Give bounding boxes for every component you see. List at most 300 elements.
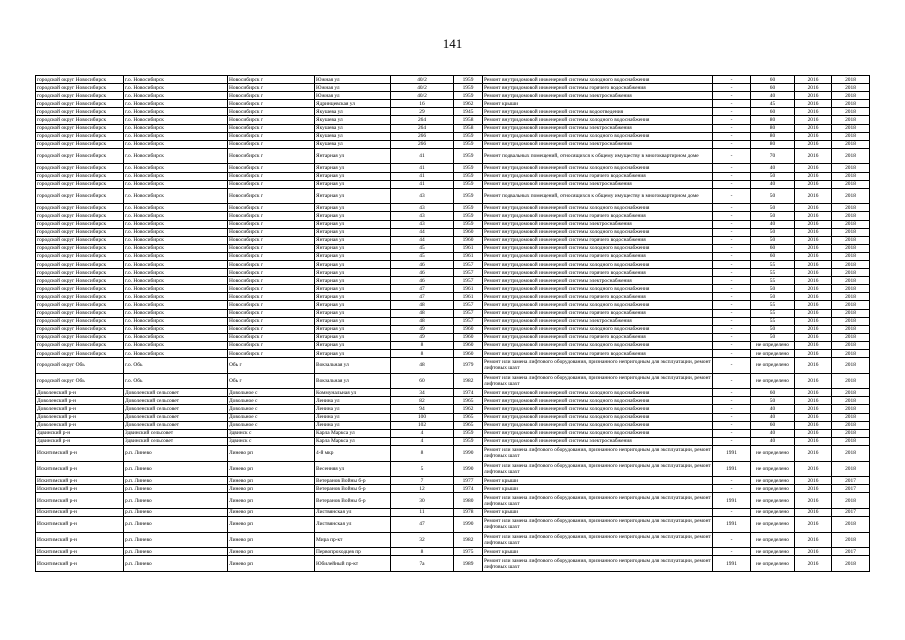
cost-cell: 40 <box>751 429 795 437</box>
house-number-cell: 43 <box>391 220 454 228</box>
street-cell: Янтарная ул <box>315 269 391 277</box>
start-year-cell: 2016 <box>795 358 832 374</box>
build-year-cell: 1959 <box>454 429 483 437</box>
street-cell: Якушева ул <box>315 124 391 132</box>
lift-year-cell: - <box>713 252 751 260</box>
build-year-cell: 1990 <box>454 445 483 461</box>
street-cell: Янтарная ул <box>315 244 391 252</box>
table-row <box>36 148 870 164</box>
house-number-cell: 41 <box>391 180 454 188</box>
end-year-cell: 2018 <box>832 260 870 268</box>
street-cell: Янтарная ул <box>315 148 391 164</box>
end-year-cell: 2018 <box>832 277 870 285</box>
street-cell: Весенняя ул <box>315 461 391 477</box>
cost-cell: 80 <box>751 124 795 132</box>
locality-cell: Новосибирск г <box>228 204 315 212</box>
house-number-cell: 7а <box>391 556 454 572</box>
start-year-cell: 2016 <box>795 100 832 108</box>
municipality-cell: г.о. Новосибирск <box>124 172 228 180</box>
work-type-cell: Ремонт внутридомовой инженерной системы холодного водоснабжения <box>483 413 713 421</box>
district-cell: городской округ Новосибирск <box>36 124 124 132</box>
locality-cell: Линево рп <box>228 477 315 485</box>
start-year-cell: 2016 <box>795 421 832 429</box>
start-year-cell: 2016 <box>795 76 832 84</box>
start-year-cell: 2016 <box>795 532 832 548</box>
municipality-cell: р.п. Линево <box>124 517 228 533</box>
municipality-cell: г.о. Новосибирск <box>124 301 228 309</box>
lift-year-cell: 1991 <box>713 517 751 533</box>
lift-year-cell: - <box>713 389 751 397</box>
municipality-cell: р.п. Линево <box>124 445 228 461</box>
district-cell: городской округ Новосибирск <box>36 108 124 116</box>
cost-cell: не определено <box>751 556 795 572</box>
work-type-cell: Ремонт внутридомовой инженерной системы холодного водоснабжения <box>483 76 713 84</box>
end-year-cell: 2018 <box>832 220 870 228</box>
house-number-cell: 60 <box>391 373 454 389</box>
table-row <box>36 269 870 277</box>
start-year-cell: 2016 <box>795 397 832 405</box>
lift-year-cell: - <box>713 212 751 220</box>
lift-year-cell: - <box>713 508 751 516</box>
district-cell: Доволенский р-н <box>36 405 124 413</box>
lift-year-cell: - <box>713 437 751 445</box>
build-year-cell: 1961 <box>454 252 483 260</box>
house-number-cell: 43 <box>391 188 454 204</box>
locality-cell: Новосибирск г <box>228 244 315 252</box>
end-year-cell: 2018 <box>832 236 870 244</box>
locality-cell: Новосибирск г <box>228 317 315 325</box>
municipality-cell: р.п. Линево <box>124 556 228 572</box>
municipality-cell: г.о. Новосибирск <box>124 132 228 140</box>
work-type-cell: Ремонт внутридомовой инженерной системы горячего водоснабжения <box>483 212 713 220</box>
build-year-cell: 1957 <box>454 277 483 285</box>
lift-year-cell: - <box>713 84 751 92</box>
house-number-cell: 49 <box>391 333 454 341</box>
locality-cell: Линево рп <box>228 485 315 493</box>
cost-cell: 70 <box>751 148 795 164</box>
district-cell: городской округ Новосибирск <box>36 116 124 124</box>
build-year-cell: 1957 <box>454 269 483 277</box>
district-cell: городской округ Новосибирск <box>36 92 124 100</box>
start-year-cell: 2016 <box>795 124 832 132</box>
locality-cell: Новосибирск г <box>228 285 315 293</box>
locality-cell: Новосибирск г <box>228 212 315 220</box>
locality-cell: Новосибирск г <box>228 84 315 92</box>
municipality-cell: г.о. Новосибирск <box>124 333 228 341</box>
house-number-cell: 44 <box>391 236 454 244</box>
house-number-cell: 30 <box>391 493 454 509</box>
end-year-cell: 2018 <box>832 317 870 325</box>
locality-cell: Линево рп <box>228 461 315 477</box>
street-cell: Южная ул <box>315 76 391 84</box>
locality-cell: Новосибирск г <box>228 164 315 172</box>
street-cell: Янтарная ул <box>315 172 391 180</box>
house-number-cell: 8 <box>391 350 454 358</box>
cost-cell: 40 <box>751 405 795 413</box>
build-year-cell: 1959 <box>454 172 483 180</box>
lift-year-cell: - <box>713 116 751 124</box>
lift-year-cell: - <box>713 373 751 389</box>
end-year-cell: 2018 <box>832 84 870 92</box>
district-cell: городской округ Новосибирск <box>36 212 124 220</box>
municipality-cell: г.о. Новосибирск <box>124 108 228 116</box>
lift-year-cell: - <box>713 277 751 285</box>
locality-cell: Довольное с <box>228 405 315 413</box>
municipality-cell: Здвинский сельсовет <box>124 429 228 437</box>
district-cell: Здвинский р-н <box>36 429 124 437</box>
district-cell: Искитимский р-н <box>36 477 124 485</box>
build-year-cell: 1965 <box>454 421 483 429</box>
district-cell: городской округ Обь <box>36 373 124 389</box>
build-year-cell: 1961 <box>454 244 483 252</box>
table-row <box>36 132 870 140</box>
table-row <box>36 556 870 572</box>
start-year-cell: 2016 <box>795 108 832 116</box>
end-year-cell: 2018 <box>832 350 870 358</box>
district-cell: городской округ Новосибирск <box>36 148 124 164</box>
locality-cell: Новосибирск г <box>228 301 315 309</box>
street-cell: Ленина ул <box>315 397 391 405</box>
work-type-cell: Ремонт внутридомовой инженерной системы электроснабжения <box>483 124 713 132</box>
cost-cell: 60 <box>751 84 795 92</box>
municipality-cell: г.о. Обь <box>124 358 228 374</box>
district-cell: городской округ Новосибирск <box>36 140 124 148</box>
lift-year-cell: - <box>713 180 751 188</box>
start-year-cell: 2016 <box>795 92 832 100</box>
cost-cell: 45 <box>751 100 795 108</box>
house-number-cell: 100 <box>391 413 454 421</box>
locality-cell: Новосибирск г <box>228 180 315 188</box>
start-year-cell: 2016 <box>795 325 832 333</box>
municipality-cell: г.о. Новосибирск <box>124 180 228 188</box>
district-cell: городской округ Обь <box>36 358 124 374</box>
build-year-cell: 1959 <box>454 212 483 220</box>
work-type-cell: Ремонт внутридомовой инженерной системы холодного водоснабжения <box>483 132 713 140</box>
street-cell: Якушева ул <box>315 132 391 140</box>
locality-cell: Новосибирск г <box>228 252 315 260</box>
start-year-cell: 2016 <box>795 164 832 172</box>
district-cell: городской округ Новосибирск <box>36 317 124 325</box>
end-year-cell: 2018 <box>832 172 870 180</box>
start-year-cell: 2016 <box>795 389 832 397</box>
municipality-cell: Доволенский сельсовет <box>124 413 228 421</box>
build-year-cell: 1990 <box>454 461 483 477</box>
build-year-cell: 1978 <box>454 508 483 516</box>
municipality-cell: г.о. Новосибирск <box>124 204 228 212</box>
locality-cell: Линево рп <box>228 517 315 533</box>
cost-cell: не определено <box>751 461 795 477</box>
municipality-cell: г.о. Новосибирск <box>124 325 228 333</box>
work-type-cell: Ремонт внутридомовой инженерной системы горячего водоснабжения <box>483 350 713 358</box>
build-year-cell: 1982 <box>454 373 483 389</box>
municipality-cell: р.п. Линево <box>124 548 228 556</box>
cost-cell: 50 <box>751 333 795 341</box>
house-number-cell: 49 <box>391 325 454 333</box>
district-cell: городской округ Новосибирск <box>36 285 124 293</box>
street-cell: Ветеранов Войны б-р <box>315 485 391 493</box>
table-row <box>36 180 870 188</box>
start-year-cell: 2016 <box>795 228 832 236</box>
work-type-cell: Ремонт внутридомовой инженерной системы холодного водоснабжения <box>483 285 713 293</box>
district-cell: городской округ Новосибирск <box>36 301 124 309</box>
end-year-cell: 2018 <box>832 358 870 374</box>
locality-cell: Довольное с <box>228 397 315 405</box>
locality-cell: Довольное с <box>228 413 315 421</box>
house-number-cell: 48 <box>391 309 454 317</box>
cost-cell: не определено <box>751 485 795 493</box>
street-cell: Янтарная ул <box>315 277 391 285</box>
work-type-cell: Ремонт внутридомовой инженерной системы горячего водоснабжения <box>483 333 713 341</box>
lift-year-cell: - <box>713 413 751 421</box>
locality-cell: Линево рп <box>228 445 315 461</box>
street-cell: Янтарная ул <box>315 212 391 220</box>
lift-year-cell: - <box>713 164 751 172</box>
work-type-cell: Ремонт внутридомовой инженерной системы холодного водоснабжения <box>483 397 713 405</box>
street-cell: Якушева ул <box>315 116 391 124</box>
cost-cell: 40 <box>751 220 795 228</box>
work-type-cell: Ремонт внутридомовой инженерной системы холодного водоснабжения <box>483 204 713 212</box>
locality-cell: Линево рп <box>228 508 315 516</box>
repair-schedule-table <box>35 75 870 572</box>
start-year-cell: 2016 <box>795 548 832 556</box>
municipality-cell: г.о. Новосибирск <box>124 252 228 260</box>
locality-cell: Обь г <box>228 373 315 389</box>
work-type-cell: Ремонт внутридомовой инженерной системы холодного водоснабжения <box>483 260 713 268</box>
municipality-cell: Доволенский сельсовет <box>124 397 228 405</box>
start-year-cell: 2016 <box>795 285 832 293</box>
lift-year-cell: - <box>713 421 751 429</box>
municipality-cell: р.п. Линево <box>124 532 228 548</box>
cost-cell: 50 <box>751 188 795 204</box>
cost-cell: не определено <box>751 341 795 349</box>
street-cell: Южная ул <box>315 84 391 92</box>
locality-cell: Новосибирск г <box>228 100 315 108</box>
build-year-cell: 1959 <box>454 164 483 172</box>
street-cell: Вокзальная ул <box>315 358 391 374</box>
cost-cell: 50 <box>751 293 795 301</box>
cost-cell: 55 <box>751 301 795 309</box>
lift-year-cell: - <box>713 333 751 341</box>
locality-cell: Новосибирск г <box>228 341 315 349</box>
build-year-cell: 1961 <box>454 293 483 301</box>
build-year-cell: 1960 <box>454 228 483 236</box>
house-number-cell: 46 <box>391 269 454 277</box>
lift-year-cell: - <box>713 244 751 252</box>
start-year-cell: 2016 <box>795 556 832 572</box>
start-year-cell: 2016 <box>795 220 832 228</box>
table-row <box>36 397 870 405</box>
cost-cell: 50 <box>751 236 795 244</box>
municipality-cell: г.о. Новосибирск <box>124 228 228 236</box>
build-year-cell: 1959 <box>454 220 483 228</box>
table-row <box>36 76 870 84</box>
district-cell: Доволенский р-н <box>36 389 124 397</box>
start-year-cell: 2016 <box>795 212 832 220</box>
house-number-cell: 4 <box>391 429 454 437</box>
cost-cell: не определено <box>751 358 795 374</box>
street-cell: Карла Маркса ул <box>315 429 391 437</box>
lift-year-cell: - <box>713 548 751 556</box>
table-row <box>36 437 870 445</box>
work-type-cell: Ремонт внутридомовой инженерной системы электроснабжения <box>483 220 713 228</box>
table-row <box>36 172 870 180</box>
cost-cell: 50 <box>751 285 795 293</box>
lift-year-cell: - <box>713 341 751 349</box>
build-year-cell: 1958 <box>454 124 483 132</box>
lift-year-cell: - <box>713 260 751 268</box>
end-year-cell: 2017 <box>832 508 870 516</box>
street-cell: Ленина ул <box>315 405 391 413</box>
locality-cell: Линево рп <box>228 548 315 556</box>
municipality-cell: г.о. Новосибирск <box>124 236 228 244</box>
cost-cell: 50 <box>751 172 795 180</box>
cost-cell: 55 <box>751 260 795 268</box>
table-row <box>36 532 870 548</box>
end-year-cell: 2018 <box>832 556 870 572</box>
cost-cell: 55 <box>751 277 795 285</box>
lift-year-cell: - <box>713 317 751 325</box>
locality-cell: Новосибирск г <box>228 140 315 148</box>
street-cell: Листвянская ул <box>315 517 391 533</box>
district-cell: городской округ Новосибирск <box>36 228 124 236</box>
work-type-cell: Ремонт внутридомовой инженерной системы водоотведения <box>483 108 713 116</box>
work-type-cell: Ремонт внутридомовой инженерной системы холодного водоснабжения <box>483 116 713 124</box>
end-year-cell: 2018 <box>832 140 870 148</box>
end-year-cell: 2018 <box>832 124 870 132</box>
street-cell: Юбилейный пр-кт <box>315 556 391 572</box>
house-number-cell: 41 <box>391 172 454 180</box>
end-year-cell: 2018 <box>832 269 870 277</box>
table-row <box>36 350 870 358</box>
locality-cell: Новосибирск г <box>228 269 315 277</box>
lift-year-cell: - <box>713 236 751 244</box>
house-number-cell: 4 <box>391 437 454 445</box>
cost-cell: не определено <box>751 532 795 548</box>
build-year-cell: 1974 <box>454 389 483 397</box>
street-cell: 4-й мкр <box>315 445 391 461</box>
locality-cell: Новосибирск г <box>228 172 315 180</box>
work-type-cell: Ремонт внутридомовой инженерной системы горячего водоснабжения <box>483 172 713 180</box>
table-row <box>36 220 870 228</box>
table-row <box>36 293 870 301</box>
table-row <box>36 389 870 397</box>
table-row <box>36 429 870 437</box>
street-cell: Янтарная ул <box>315 285 391 293</box>
cost-cell: 40 <box>751 164 795 172</box>
build-year-cell: 1959 <box>454 204 483 212</box>
cost-cell: 80 <box>751 132 795 140</box>
build-year-cell: 1957 <box>454 260 483 268</box>
work-type-cell: Ремонт внутридомовой инженерной системы электроснабжения <box>483 317 713 325</box>
district-cell: Искитимский р-н <box>36 485 124 493</box>
street-cell: Янтарная ул <box>315 220 391 228</box>
municipality-cell: г.о. Новосибирск <box>124 293 228 301</box>
district-cell: городской округ Новосибирск <box>36 269 124 277</box>
house-number-cell: 45 <box>391 252 454 260</box>
table-row <box>36 421 870 429</box>
district-cell: городской округ Новосибирск <box>36 236 124 244</box>
house-number-cell: 16 <box>391 100 454 108</box>
table-row <box>36 84 870 92</box>
work-type-cell: Ремонт внутридомовой инженерной системы холодного водоснабжения <box>483 164 713 172</box>
end-year-cell: 2018 <box>832 100 870 108</box>
table-row <box>36 493 870 509</box>
street-cell: Ветеранов Войны б-р <box>315 477 391 485</box>
house-number-cell: 266 <box>391 132 454 140</box>
start-year-cell: 2016 <box>795 445 832 461</box>
work-type-cell: Ремонт внутридомовой инженерной системы горячего водоснабжения <box>483 236 713 244</box>
build-year-cell: 1990 <box>454 517 483 533</box>
build-year-cell: 1959 <box>454 140 483 148</box>
end-year-cell: 2018 <box>832 373 870 389</box>
lift-year-cell: 1991 <box>713 461 751 477</box>
district-cell: городской округ Новосибирск <box>36 244 124 252</box>
table-row <box>36 317 870 325</box>
table-row <box>36 92 870 100</box>
municipality-cell: Доволенский сельсовет <box>124 421 228 429</box>
work-type-cell: Ремонт внутридомовой инженерной системы электроснабжения <box>483 140 713 148</box>
start-year-cell: 2016 <box>795 269 832 277</box>
start-year-cell: 2016 <box>795 437 832 445</box>
district-cell: городской округ Новосибирск <box>36 220 124 228</box>
municipality-cell: г.о. Новосибирск <box>124 212 228 220</box>
work-type-cell: Ремонт внутридомовой инженерной системы электроснабжения <box>483 277 713 285</box>
municipality-cell: г.о. Новосибирск <box>124 100 228 108</box>
start-year-cell: 2016 <box>795 461 832 477</box>
district-cell: городской округ Новосибирск <box>36 132 124 140</box>
build-year-cell: 1975 <box>454 548 483 556</box>
lift-year-cell: - <box>713 485 751 493</box>
cost-cell: 55 <box>751 317 795 325</box>
build-year-cell: 1962 <box>454 405 483 413</box>
start-year-cell: 2016 <box>795 172 832 180</box>
build-year-cell: 1962 <box>454 100 483 108</box>
cost-cell: 80 <box>751 140 795 148</box>
district-cell: городской округ Новосибирск <box>36 293 124 301</box>
district-cell: Доволенский р-н <box>36 397 124 405</box>
work-type-cell: Ремонт внутридомовой инженерной системы горячего водоснабжения <box>483 309 713 317</box>
street-cell: Ленина ул <box>315 413 391 421</box>
street-cell: Янтарная ул <box>315 252 391 260</box>
build-year-cell: 1959 <box>454 148 483 164</box>
district-cell: Доволенский р-н <box>36 421 124 429</box>
district-cell: Искитимский р-н <box>36 532 124 548</box>
lift-year-cell: - <box>713 100 751 108</box>
table-row <box>36 228 870 236</box>
municipality-cell: Здвинский сельсовет <box>124 437 228 445</box>
street-cell: Южная ул <box>315 92 391 100</box>
build-year-cell: 1979 <box>454 358 483 374</box>
house-number-cell: 102 <box>391 421 454 429</box>
start-year-cell: 2016 <box>795 204 832 212</box>
lift-year-cell: - <box>713 220 751 228</box>
district-cell: городской округ Новосибирск <box>36 172 124 180</box>
municipality-cell: г.о. Новосибирск <box>124 76 228 84</box>
street-cell: Мира пр-кт <box>315 532 391 548</box>
table-row <box>36 244 870 252</box>
end-year-cell: 2018 <box>832 429 870 437</box>
work-type-cell: Ремонт внутридомовой инженерной системы холодного водоснабжения <box>483 228 713 236</box>
municipality-cell: г.о. Новосибирск <box>124 140 228 148</box>
cost-cell: не определено <box>751 477 795 485</box>
street-cell: Первопроходцев пр <box>315 548 391 556</box>
work-type-cell: Ремонт или замена лифтового оборудования, признанного непригодным для эксплуатации, ремонт лифтовых шахт <box>484 557 711 570</box>
municipality-cell: г.о. Новосибирск <box>124 92 228 100</box>
build-year-cell: 1960 <box>454 341 483 349</box>
build-year-cell: 1961 <box>454 285 483 293</box>
house-number-cell: 11 <box>391 508 454 516</box>
lift-year-cell: - <box>713 148 751 164</box>
